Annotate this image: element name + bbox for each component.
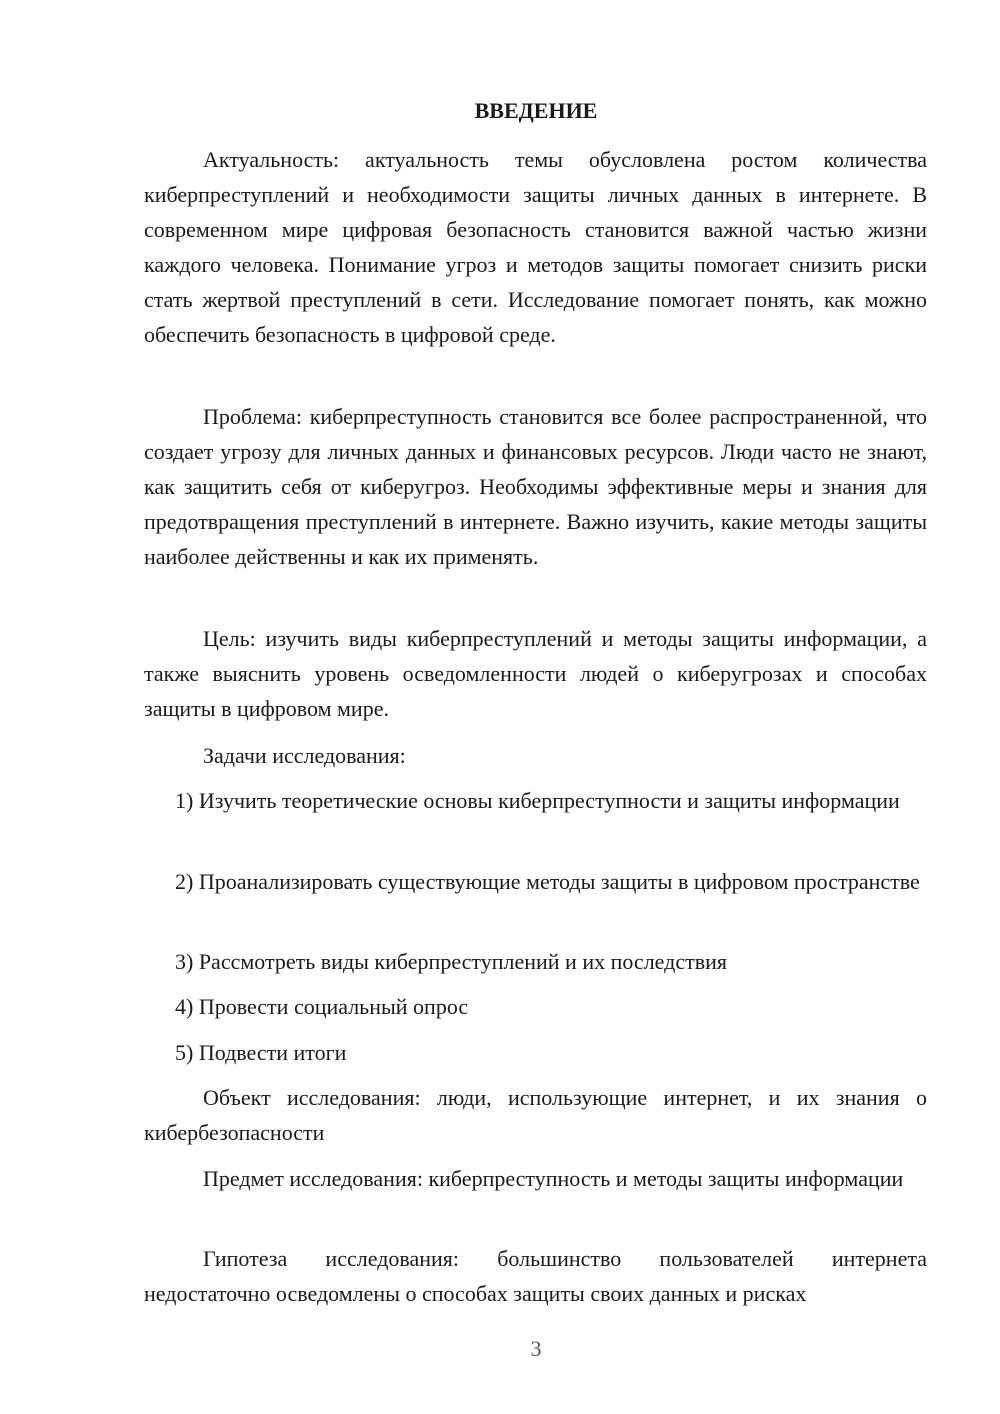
- task-item-5: 5) Подвести итоги: [175, 1040, 347, 1065]
- subject-paragraph: Предмет исследования: киберпреступность и методы защиты информации: [203, 1166, 904, 1191]
- task-item-4: 4) Провести социальный опрос: [175, 994, 469, 1019]
- task-item-1: 1) Изучить теоретические основы киберпреступности и защиты информации: [175, 788, 900, 813]
- hypothesis-paragraph: Гипотеза исследования: большинство пользователей интернета недостаточно осведомлены о способах защиты своих данных и рисках: [144, 1246, 927, 1306]
- task-item-3: 3) Рассмотреть виды киберпреступлений и их последствия: [175, 949, 727, 974]
- page-title: ВВЕДЕНИЕ: [474, 98, 598, 123]
- goal-paragraph: Цель: изучить виды киберпреступлений и методы защиты информации, а также выяснить уровень осведомленности людей о киберугрозах и способах защиты в цифровом мире.: [144, 626, 927, 721]
- relevance-paragraph: Актуальность: актуальность темы обусловлена ростом количества киберпреступлений и необходимости защиты личных данных в интернете. В современном мире цифровая безопасность становится важной частью жизни каждого человека. Понимание угроз и методов защиты помогает снизить риски стать жертвой преступлений в сети. Исследование помогает понять, как можно обеспечить безопасность в цифровой среде.: [144, 147, 927, 347]
- object-paragraph: Объект исследования: люди, использующие интернет, и их знания о кибербезопасности: [144, 1085, 927, 1145]
- page-number: 3: [530, 1336, 542, 1361]
- task-item-2: 2) Проанализировать существующие методы защиты в цифровом пространстве: [175, 869, 920, 894]
- problem-paragraph: Проблема: киберпреступность становится все более распространенной, что создает угрозу для личных данных и финансовых ресурсов. Люди часто не знают, как защитить себя от киберугроз. Необходимы эффективные меры и знания для предотвращения преступлений в интернете. Важно изучить, какие методы защиты наиболее действенны и как их применять.: [144, 404, 927, 569]
- tasks-heading: Задачи исследования:: [203, 743, 406, 768]
